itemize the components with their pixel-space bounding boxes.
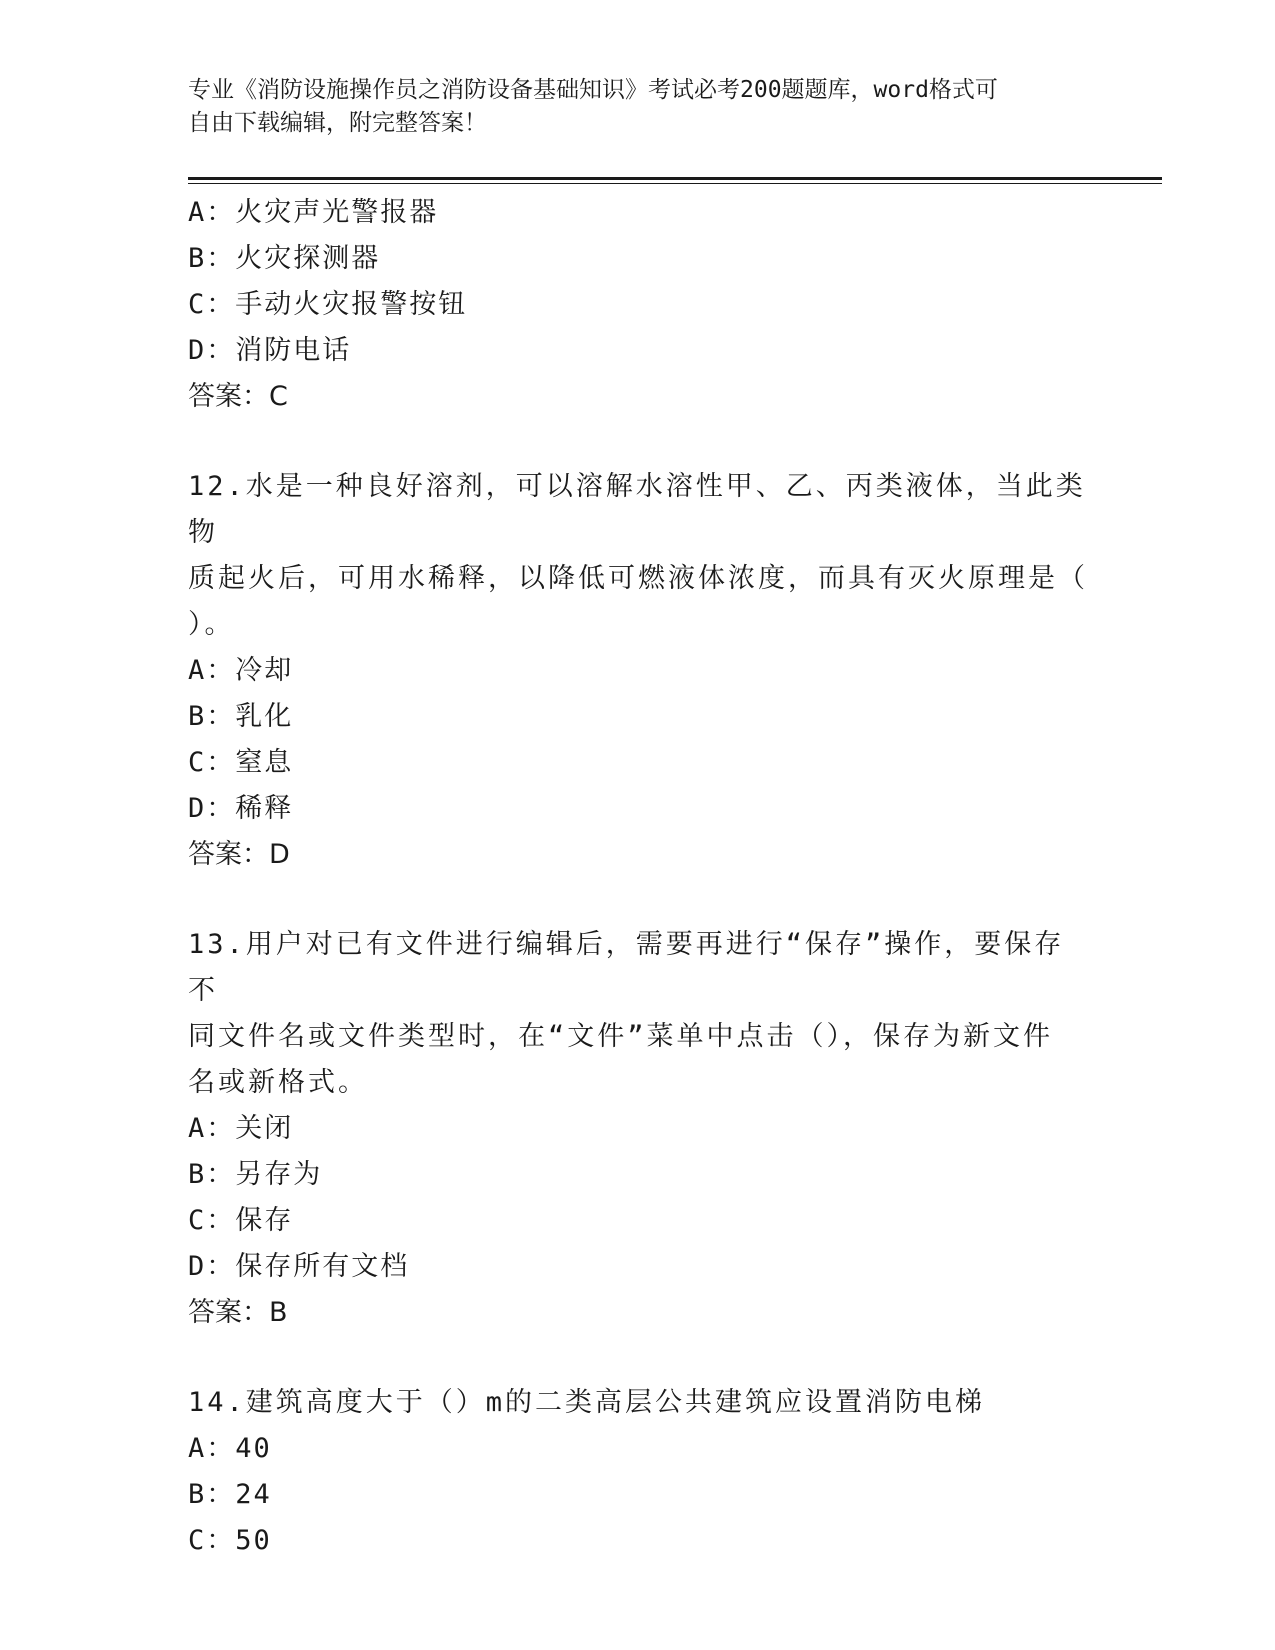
header-line-2: 自由下载编辑，附完整答案！ <box>188 110 487 136</box>
option-d: D：消防电话 <box>188 335 352 366</box>
answer: 答案：C <box>188 381 288 412</box>
question-stem <box>188 922 1088 1106</box>
stem-line: 14.建筑高度大于（）m的二类高层公共建筑应设置消防电梯 <box>188 1387 986 1418</box>
option-b: B：另存为 <box>188 1159 323 1190</box>
stem-line: ）。 <box>188 609 235 640</box>
option-b: B：24 <box>188 1479 272 1510</box>
option-a: A：关闭 <box>188 1113 294 1144</box>
answer: 答案：D <box>188 839 290 870</box>
option-d: D：保存所有文档 <box>188 1251 410 1282</box>
header-divider-thin <box>188 183 1162 184</box>
stem-line: 质起火后，可用水稀释，以降低可燃液体浓度，而具有灭火原理是（ <box>188 563 1088 594</box>
answer: 答案：B <box>188 1297 288 1328</box>
stem-line: 13.用户对已有文件进行编辑后，需要再进行“保存”操作，要保存不 <box>188 929 1065 1006</box>
stem-line: 同文件名或文件类型时，在“文件”菜单中点击（），保存为新文件 <box>188 1021 1054 1052</box>
question-stem <box>188 1380 1088 1426</box>
option-a: A：40 <box>188 1433 272 1464</box>
option-a: A：冷却 <box>188 655 294 686</box>
header-line-1: 专业《消防设施操作员之消防设备基础知识》考试必考200题题库，word格式可 <box>188 77 998 103</box>
question-stem <box>188 464 1088 648</box>
stem-line: 名或新格式。 <box>188 1067 368 1098</box>
question-14 <box>188 1380 1088 1564</box>
option-c: C：手动火灾报警按钮 <box>188 289 468 320</box>
option-a: A：火灾声光警报器 <box>188 197 439 228</box>
question-11-tail <box>188 190 1088 420</box>
option-c: C：窒息 <box>188 747 294 778</box>
stem-line: 12.水是一种良好溶剂，可以溶解水溶性甲、乙、丙类液体，当此类物 <box>188 471 1086 548</box>
question-list <box>188 190 1088 1564</box>
document-header <box>188 74 1088 140</box>
option-b: B：火灾探测器 <box>188 243 381 274</box>
question-12 <box>188 464 1088 878</box>
option-b: B：乳化 <box>188 701 294 732</box>
question-13 <box>188 922 1088 1336</box>
option-d: D：稀释 <box>188 793 294 824</box>
option-c: C：50 <box>188 1525 272 1556</box>
option-c: C：保存 <box>188 1205 294 1236</box>
header-divider-thick <box>188 177 1162 180</box>
